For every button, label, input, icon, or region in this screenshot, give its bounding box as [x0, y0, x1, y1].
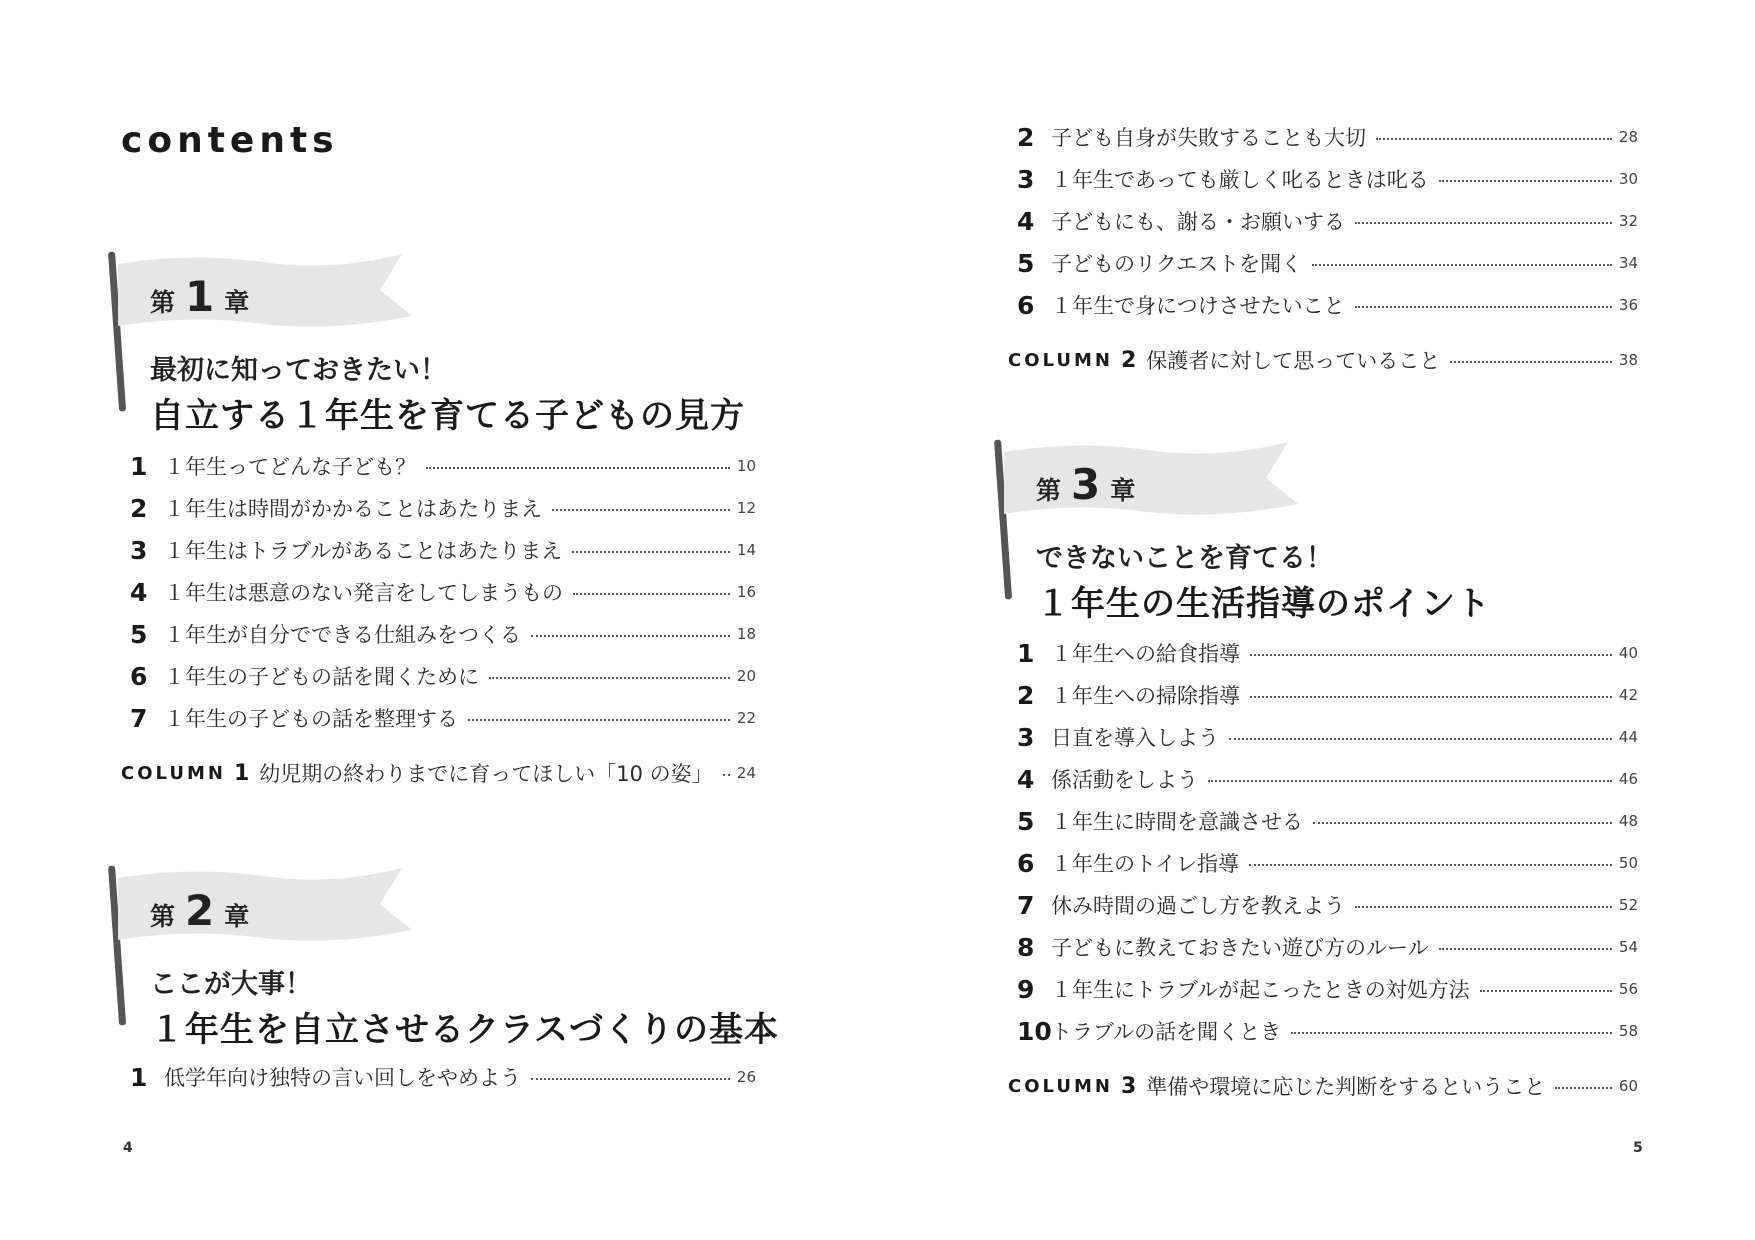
entry-title: １年生ってどんな子ども？	[164, 455, 416, 479]
entry-title: １年生にトラブルが起こったときの対処方法	[1051, 978, 1470, 1002]
entry-page: 14	[736, 541, 756, 559]
toc-entry[interactable]	[1017, 800, 1638, 842]
entry-page: 48	[1618, 812, 1638, 830]
entry-page: 32	[1618, 212, 1638, 230]
entry-title: 休み時間の過ごし方を教えよう	[1051, 894, 1345, 918]
entry-page: 42	[1618, 686, 1638, 704]
entry-number: 4	[1017, 206, 1035, 236]
leader-dots	[573, 593, 730, 595]
entry-number: 1	[1017, 638, 1035, 668]
entry-title: １年生のトイレ指導	[1051, 852, 1239, 876]
leader-dots	[1355, 906, 1612, 908]
toc-entry[interactable]	[1017, 716, 1638, 758]
toc-entry[interactable]	[1017, 968, 1638, 1010]
entry-page: 60	[1618, 1077, 1638, 1095]
entry-number: 6	[1017, 848, 1035, 878]
toc-entry[interactable]	[130, 487, 756, 529]
entry-page: 44	[1618, 728, 1638, 746]
column-number: 1	[233, 760, 250, 786]
chapter-3-list	[1017, 632, 1638, 1052]
column-1-entry[interactable]	[121, 752, 756, 794]
leader-dots	[552, 509, 730, 511]
toc-entry[interactable]	[1017, 158, 1638, 200]
entry-title: １年生は時間がかかることはあたりまえ	[164, 497, 542, 521]
entry-page: 50	[1618, 854, 1638, 872]
entry-number: 3	[1017, 722, 1035, 752]
entry-number: 2	[1017, 680, 1035, 710]
toc-entry[interactable]	[1017, 758, 1638, 800]
entry-number: 2	[130, 493, 148, 523]
entry-page: 34	[1618, 254, 1638, 272]
chapter-number: 2	[185, 886, 215, 935]
toc-entry[interactable]	[1017, 1010, 1638, 1052]
toc-entry[interactable]	[1017, 116, 1638, 158]
leader-dots	[1250, 696, 1612, 698]
column-2-entry[interactable]	[1008, 339, 1638, 381]
chapter-prefix: 第	[150, 902, 176, 931]
entry-title: １年生への掃除指導	[1051, 684, 1240, 708]
entry-title: 保護者に対して思っていること	[1146, 349, 1441, 373]
toc-entry[interactable]	[1017, 884, 1638, 926]
chapter-suffix: 章	[1110, 476, 1136, 505]
chapter-subtitle: ここが大事！	[150, 969, 312, 1000]
entry-number: 9	[1017, 974, 1035, 1004]
entry-number: 1	[130, 1062, 148, 1092]
chapter-subtitle: 最初に知っておきたい！	[150, 355, 447, 386]
leader-dots	[468, 719, 730, 721]
chapter-title: １年生の生活指導のポイント	[1036, 584, 1491, 624]
leader-dots	[1480, 990, 1612, 992]
chapter-badge	[150, 886, 249, 946]
toc-entry[interactable]	[130, 529, 756, 571]
leader-dots	[1450, 361, 1612, 363]
entry-title: 日直を導入しよう	[1051, 726, 1219, 750]
entry-number: 4	[1017, 764, 1035, 794]
leader-dots	[426, 467, 730, 469]
entry-page: 26	[736, 1068, 756, 1086]
page-number-left: 4	[123, 1140, 133, 1156]
toc-entry[interactable]	[1017, 200, 1638, 242]
toc-entry[interactable]	[130, 613, 756, 655]
leader-dots	[1249, 864, 1612, 866]
chapter-prefix: 第	[150, 288, 176, 317]
entry-number: 3	[1017, 164, 1035, 194]
leader-dots	[1439, 180, 1612, 182]
leader-dots	[1355, 222, 1612, 224]
leader-dots	[1555, 1087, 1612, 1089]
toc-entry[interactable]	[130, 655, 756, 697]
chapter-1-header	[108, 252, 745, 436]
leader-dots	[1250, 654, 1612, 656]
entry-title: トラブルの話を聞くとき	[1051, 1020, 1282, 1044]
leader-dots	[1229, 738, 1612, 740]
entry-title: １年生が自分でできる仕組みをつくる	[164, 623, 521, 647]
entry-number: 4	[130, 577, 148, 607]
toc-entry[interactable]	[1017, 674, 1638, 716]
chapter-suffix: 章	[224, 902, 250, 931]
chapter-title: 自立する１年生を育てる子どもの見方	[150, 396, 745, 436]
toc-entry[interactable]	[1017, 632, 1638, 674]
entry-title: 準備や環境に応じた判断をするということ	[1146, 1075, 1546, 1099]
column-number: 3	[1120, 1073, 1137, 1099]
entry-page: 28	[1618, 128, 1638, 146]
entry-page: 40	[1618, 644, 1638, 662]
entry-page: 52	[1618, 896, 1638, 914]
leader-dots	[1376, 138, 1612, 140]
entry-number: 7	[130, 703, 148, 733]
entry-number: 5	[1017, 806, 1035, 836]
column-label: COLUMN	[1008, 1075, 1113, 1097]
toc-entry[interactable]	[1017, 242, 1638, 284]
left-page	[0, 0, 877, 1240]
entry-number: 5	[130, 619, 148, 649]
chapter-2-header	[108, 866, 779, 1050]
leader-dots	[572, 551, 730, 553]
entry-number: 7	[1017, 890, 1035, 920]
entry-page: 36	[1618, 296, 1638, 314]
toc-entry[interactable]	[130, 1056, 756, 1098]
chapter-badge	[1036, 460, 1135, 520]
column-label: COLUMN	[121, 762, 226, 784]
entry-number: 1	[130, 451, 148, 481]
chapter-1-list	[130, 445, 756, 739]
entry-page: 56	[1618, 980, 1638, 998]
entry-title: １年生に時間を意識させる	[1051, 810, 1303, 834]
entry-page: 22	[736, 709, 756, 727]
toc-entry[interactable]	[130, 697, 756, 739]
chapter-2-list-right	[1017, 116, 1638, 326]
entry-title: １年生の子どもの話を聞くために	[164, 665, 479, 689]
entry-number: 3	[130, 535, 148, 565]
toc-entry[interactable]	[130, 445, 756, 487]
leader-dots	[723, 774, 730, 776]
entry-title: １年生は悪意のない発言をしてしまうもの	[164, 581, 563, 605]
entry-title: 幼児期の終わりまでに育ってほしい「10 の姿」	[259, 762, 713, 786]
entry-page: 12	[736, 499, 756, 517]
right-page	[877, 0, 1754, 1240]
entry-page: 10	[736, 457, 756, 475]
entry-number: 2	[1017, 122, 1035, 152]
leader-dots	[489, 677, 730, 679]
entry-title: １年生で身につけさせたいこと	[1051, 294, 1345, 318]
chapter-3-header	[994, 440, 1614, 624]
entry-number: 8	[1017, 932, 1035, 962]
entry-page: 18	[736, 625, 756, 643]
chapter-subtitle: できないことを育てる！	[1036, 543, 1333, 574]
toc-entry[interactable]	[1017, 842, 1638, 884]
page-number-right: 5	[1633, 1140, 1643, 1156]
chapter-number: 3	[1071, 460, 1101, 509]
column-label: COLUMN	[1008, 349, 1113, 371]
entry-number: 5	[1017, 248, 1035, 278]
entry-title: 子どもにも、謝る・お願いする	[1051, 210, 1345, 234]
entry-title: １年生の子どもの話を整理する	[164, 707, 458, 731]
chapter-2-list-left	[130, 1056, 756, 1098]
entry-title: １年生であっても厳しく叱るときは叱る	[1051, 168, 1429, 192]
chapter-prefix: 第	[1036, 476, 1062, 505]
entry-number: 6	[1017, 290, 1035, 320]
toc-entry[interactable]	[1017, 284, 1638, 326]
entry-title: １年生への給食指導	[1051, 642, 1240, 666]
chapter-title: １年生を自立させるクラスづくりの基本	[150, 1010, 779, 1050]
leader-dots	[1208, 780, 1612, 782]
toc-entry[interactable]	[1017, 926, 1638, 968]
entry-page: 16	[736, 583, 756, 601]
leader-dots	[531, 1078, 730, 1080]
entry-title: 子ども自身が失敗することも大切	[1051, 126, 1366, 150]
column-3-entry[interactable]	[1008, 1065, 1638, 1107]
entry-title: 係活動をしよう	[1051, 768, 1198, 792]
chapter-number: 1	[185, 272, 215, 321]
leader-dots	[1313, 822, 1612, 824]
entry-page: 38	[1618, 351, 1638, 369]
entry-page: 58	[1618, 1022, 1638, 1040]
entry-title: 子どもに教えておきたい遊び方のルール	[1051, 936, 1429, 960]
leader-dots	[531, 635, 730, 637]
entry-page: 54	[1618, 938, 1638, 956]
entry-number: 10	[1017, 1016, 1052, 1046]
entry-page: 30	[1618, 170, 1638, 188]
column-number: 2	[1120, 347, 1137, 373]
chapter-badge	[150, 272, 249, 332]
leader-dots	[1355, 306, 1612, 308]
entry-title: 低学年向け独特の言い回しをやめよう	[164, 1066, 521, 1090]
entry-page: 46	[1618, 770, 1638, 788]
leader-dots	[1312, 264, 1612, 266]
contents-title: contents	[121, 120, 339, 161]
entry-title: １年生はトラブルがあることはあたりまえ	[164, 539, 563, 563]
leader-dots	[1291, 1032, 1612, 1034]
entry-number: 6	[130, 661, 148, 691]
entry-page: 20	[736, 667, 756, 685]
entry-title: 子どものリクエストを聞く	[1051, 252, 1303, 276]
chapter-suffix: 章	[224, 288, 250, 317]
toc-entry[interactable]	[130, 571, 756, 613]
entry-page: 24	[736, 764, 756, 782]
leader-dots	[1439, 948, 1612, 950]
